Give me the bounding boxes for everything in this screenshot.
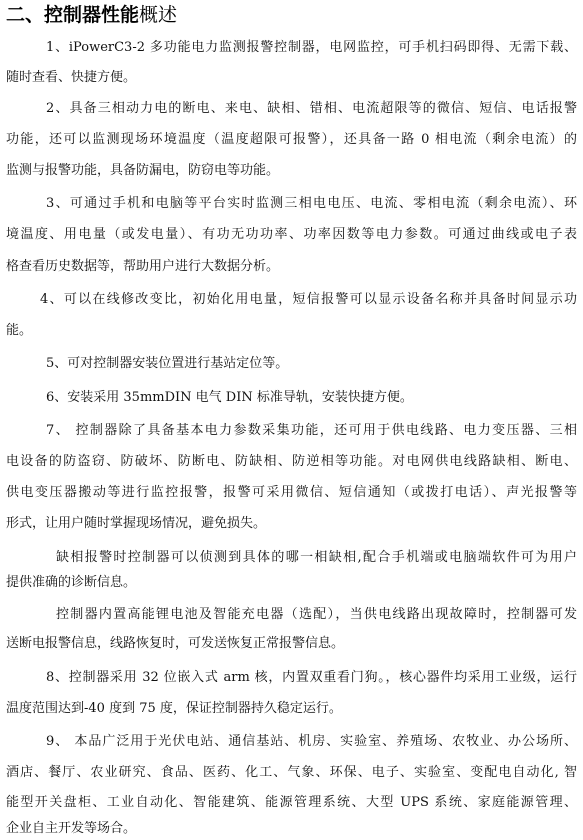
paragraph-line: 企业自主开发等场合。 — [6, 821, 137, 836]
paragraph-line: 控制器内置高能锂电池及智能充电器（选配），当供电线路出现故障时，控制器可发 — [56, 607, 577, 622]
paragraph-line: 提供准确的诊断信息。 — [6, 575, 137, 590]
paragraph-line: 格查看历史数据等，帮助用户进行大数据分析。 — [6, 259, 280, 274]
paragraph-line: 6、安装采用 35mmDIN 电气 DIN 标准导轨，安装快捷方便。 — [46, 390, 413, 405]
paragraph-line: 形式，让用户随时掌握现场情况，避免损失。 — [6, 516, 267, 531]
paragraph-line: 随时查看、快捷方便。 — [6, 70, 137, 85]
paragraph-line: 酒店、餐厅、农业研究、食品、医药、化工、气象、环保、电子、实验室、变配电自动化, 智 — [6, 765, 577, 780]
paragraph-line: 监测与报警功能，具备防漏电，防窃电等功能。 — [6, 163, 280, 178]
paragraph-line: 能。 — [6, 323, 33, 338]
paragraph-line: 缺相报警时控制器可以侦测到具体的哪一相缺相,配合手机端或电脑端软件可为用户 — [56, 550, 577, 565]
paragraph-line: 1、iPowerC3-2 多功能电力监测报警控制器，电网监控，可手机扫码即得、无需下载、 — [46, 40, 577, 55]
paragraph-line: 电设备的防盗窃、防破坏、防断电、防缺相、防逆相等功能。对电网供电线路缺相、断电、 — [6, 454, 577, 469]
paragraph-line: 供电变压器搬动等进行监控报警，报警可采用微信、短信通知（或拨打电话）、声光报警等 — [6, 485, 577, 500]
paragraph-line: 8、控制器采用 32 位嵌入式 arm 核，内置双重看门狗。，核心器件均采用工业级，运行 — [46, 670, 577, 685]
section-heading-normal: 概述 — [139, 4, 178, 26]
section-heading — [6, 2, 177, 28]
paragraph-line: 能型开关盘柜、工业自动化、智能建筑、能源管理系统、大型 UPS 系统、家庭能源管理、 — [6, 795, 577, 810]
paragraph-line: 2、具备三相动力电的断电、来电、缺相、错相、电流超限等的微信、短信、电话报警 — [46, 101, 577, 116]
paragraph-line: 9、 本品广泛用于光伏电站、通信基站、机房、实验室、养殖场、农牧业、办公场所、 — [46, 734, 577, 749]
paragraph-line: 3、可通过手机和电脑等平台实时监测三相电电压、电流、零相电流（剩余电流）、环 — [46, 196, 577, 211]
paragraph-line: 4、可以在线修改变比，初始化用电量，短信报警可以显示设备名称并具备时间显示功 — [40, 292, 577, 307]
paragraph-line: 温度范围达到-40 度到 75 度，保证控制器持久稳定运行。 — [6, 701, 342, 716]
paragraph-line: 送断电报警信息，线路恢复时，可发送恢复正常报警信息。 — [6, 636, 345, 651]
paragraph-line: 5、可对控制器安装位置进行基站定位等。 — [46, 356, 289, 371]
paragraph-line: 境温度、用电量（或发电量）、有功无功功率、功率因数等电力参数。可通过曲线或电子表 — [6, 227, 577, 242]
paragraph-line: 7、 控制器除了具备基本电力参数采集功能，还可用于供电线路、电力变压器、三相 — [46, 423, 577, 438]
section-heading-bold: 二、控制器性能 — [6, 4, 140, 26]
paragraph-line: 功能，还可以监测现场环境温度（温度超限可报警），还具备一路 0 相电流（剩余电流）的 — [6, 132, 577, 147]
